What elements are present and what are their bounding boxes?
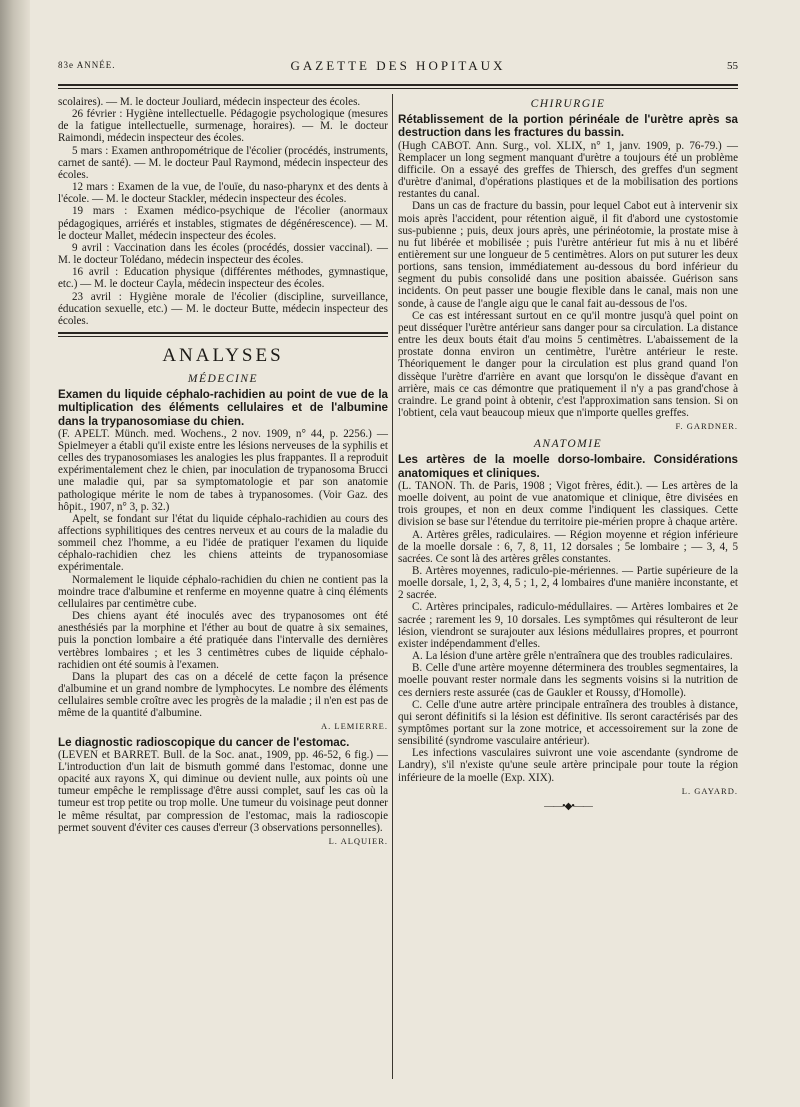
article-paragraph: (L. TANON. Th. de Paris, 1908 ; Vigot frères, édit.). — Les artères de la moelle doivent, au point de vue anatomique et clinique, être divisées en trois groupes, et non en deux comme l'indiquent les classiques. Cette division se base sur l'étendue du territoire pie-mérien propre à chaque artère. <box>398 479 738 529</box>
signature-text: F. GARDNER. <box>675 421 738 432</box>
article-paragraph: Ce cas est intéressant surtout en ce qu'il montre jusqu'à quel point on peut disséquer l'urètre antérieur sans danger pour sa circulation. La distance entre les deux bouts était d'au moins 5 centimètres. L'abaissement de la prostate donna environ un centimètre, l'urètre antérieur le reste. Théoriquement le danger pour la circulation est plus grand quand l'on dissèque l'urètre d'arrière en avant que lorsqu'on le dissèque d'avant en arrière, mais ce cas démontre que pratiquement il n'y a pas grand'chose à craindre. Le grand point à obtenir, c'est l'approximation sans tension. Si on l'obtient, cela vaut beaucoup mieux que n'importe quelles greffes. <box>398 309 738 419</box>
article-signature <box>398 420 738 432</box>
schedule-item: 5 mars : Examen anthropométrique de l'écolier (procédés, instruments, carnet de santé). — M. le docteur Paul Raymond, médecin inspecteur des écoles. <box>58 144 388 181</box>
article-title: Le diagnostic radioscopique du cancer de l'estomac. <box>58 735 350 749</box>
rubric-heading: ANATOMIE <box>533 438 603 451</box>
article-paragraph: B. Artères moyennes, radiculo-pie-mériennes. — Partie supérieure de la moelle dorsale, 1, 2, 3, 4, 5 ; 1, 2, 4 lombaires d'une manière inconstante, et 2 sacrée. <box>398 564 738 602</box>
article-paragraph: B. Celle d'une artère moyenne déterminera des troubles segmentaires, la moelle pouvant rester normale dans les segments voisins si la nutrition de ces derniers reste assurée (cas de Gaukler et Roussy, d'Homolle). <box>398 662 738 699</box>
schedule-item: 9 avril : Vaccination dans les écoles (procédés, dossier vaccinal). — M. le docteur Tolédano, médecin inspecteur des écoles. <box>58 241 388 267</box>
rubric-heading: MÉDECINE <box>187 372 259 385</box>
article-paragraph: (Hugh CABOT. Ann. Surg., vol. XLIX, n° 1, janv. 1909, p. 76-79.) — Remplacer un long segment manquant d'urètre a toujours été un problème difficile. On a essayé des greffes de Thiersch, des greffes d'un segment d'urètre d'animal, d'opérations plastiques et de la mobilisation des portions restantes du canal. <box>398 139 738 201</box>
journal-title: GAZETTE DES HOPITAUX <box>290 58 506 73</box>
volume-year: 83e ANNÉE. <box>58 60 116 70</box>
schedule-item: 19 mars : Examen médico-psychique de l'écolier (anormaux pédagogiques, arriérés et instables, stigmates de dégénérescence). — M. le docteur Mallet, médecin inspecteur des écoles. <box>58 205 388 242</box>
article-paragraph: C. Celle d'une autre artère principale entraînera des troubles à distance, qui seront définitifs si la lésion est définitive. Ils seront caractérisés par des symptômes portant sur la zone motrice, et accessoirement sur la zone de sensibilité (syndrome vasculaire antérieur). <box>398 698 738 748</box>
header-rule <box>58 84 738 86</box>
article-paragraph: Apelt, se fondant sur l'état du liquide céphalo-rachidien au cours des affections syphilitiques des centres nerveux et au cours de la maladie du sommeil chez l'homme, a eu l'idée de pratiquer l'examen du liquide céphalo-rachidien chez les chiens atteints de trypanosomiase expérimentale. <box>58 512 388 574</box>
schedule-item: 16 avril : Education physique (différentes méthodes, gymnastique, etc.) — M. le docteur Cayla, médecin inspecteur des écoles. <box>58 266 388 291</box>
schedule-item: scolaires). — M. le docteur Jouliard, médecin inspecteur des écoles. <box>58 96 361 108</box>
article-paragraph: A. Artères grêles, radiculaires. — Région moyenne et région inférieure de la moelle dorsale : 6, 7, 8, 11, 12 dorsales ; 5e lombaire ; — 3, 4, 5 sacrées. Ce sont là des artères grêles constantes. <box>398 528 738 565</box>
schedule-item: 12 mars : Examen de la vue, de l'ouïe, du naso-pharynx et des dents à l'école. — M. le docteur Stackler, médecin inspecteur des écoles. <box>58 181 388 206</box>
page-number: 55 <box>727 60 738 72</box>
end-ornament: ——•◆•—— <box>544 800 592 812</box>
article-paragraph: Normalement le liquide céphalo-rachidien du chien ne contient pas la moindre trace d'albumine et renferme en moyenne quatre à cinq éléments cellulaires par centimètre cube. <box>58 573 388 610</box>
article-paragraph: Des chiens ayant été inoculés avec des trypanosomes ont été anesthésiés par la morphine et l'éther au bout de quatre à six semaines, puis la ponction lombaire a été pratiquée dans l'intervalle des dernières vertèbres lombaires ; et les 3 centimètres cubes de liquide céphalo-rachidien ont été soumis à l'examen. <box>58 610 388 671</box>
page-header <box>58 58 738 80</box>
left-column <box>58 96 388 850</box>
section-rule <box>58 332 388 337</box>
rubric-heading: CHIRURGIE <box>530 98 606 110</box>
article-title: Examen du liquide céphalo-rachidien au point de vue de la multiplication des éléments cellulaires et de l'albumine dans la trypanosomiase du chien. <box>58 388 388 428</box>
article-paragraph: Dans la plupart des cas on a décelé de cette façon la présence d'albumine et un grand nombre de lymphocytes. Le nombre des éléments cellulaires semble croître avec les progrès de la maladie ; il n'en est pas de même de la quantité d'albumine. <box>58 670 388 720</box>
article-title: Rétablissement de la portion périnéale de l'urètre après sa destruction dans les fractures du bassin. <box>398 113 738 140</box>
column-divider <box>392 94 393 1079</box>
article-paragraph: Les infections vasculaires suivront une voie ascendante (syndrome de Landry), s'il n'existe qu'une seule artère principale pour toute la région inférieure de la moelle (Exp. XIX). <box>398 747 738 784</box>
article-signature <box>58 720 388 732</box>
section-heading: ANALYSES <box>162 344 284 366</box>
right-column <box>398 96 738 813</box>
header-rule-thin <box>58 88 738 89</box>
article-signature <box>398 785 738 797</box>
article-paragraph: C. Artères principales, radiculo-médullaires. — Artères lombaires et 2e sacrée ; rarement les 9, 10 dorsales. Les symptômes qui résulteront de leur lésion, viendront se surajouter aux lésions médullaires propres, et pourront exister indépendamment d'elles. <box>398 601 738 650</box>
article-paragraph: A. La lésion d'une artère grêle n'entraînera que des troubles radiculaires. <box>412 650 733 663</box>
signature-text: L. GAYARD. <box>681 785 738 796</box>
page-binding-shadow <box>0 0 30 1107</box>
signature-text: A. LEMIERRE. <box>320 721 388 732</box>
article-title: Les artères de la moelle dorso-lombaire. Considérations anatomiques et cliniques. <box>398 453 738 480</box>
article-signature <box>58 835 388 847</box>
schedule-item: 23 avril : Hygiène morale de l'écolier (discipline, surveillance, éducation sexuelle, etc.) — M. le docteur Butte, médecin inspecteur des écoles. <box>58 290 388 327</box>
article-paragraph: Dans un cas de fracture du bassin, pour lequel Cabot eut à intervenir six mois après l'accident, pour rétention aiguë, il fit d'abord une cystostomie sus-pubienne ; puis, deux jours après, une périnéotomie, la prostate mise à nu fut libérée et mobilisée ; puis l'urètre antérieur fut mis à nu et libéré entièrement sur une longueur de 5 centimètres. Alors on put suturer les deux portions, sans tension, immédiatement au-dessous du bord inférieur du segment du pubis consolidé dans une position abaissée. Guérison sans incidents. On peut passer une bougie flexible dans le canal, mais non une sonde, à cause de l'angle aigu que le canal fait au-dessous de l'os. <box>398 200 738 310</box>
article-paragraph: (F. APELT. Münch. med. Wochens., 2 nov. 1909, n° 44, p. 2256.) — Spielmeyer a établi qu'il existe entre les lésions nerveuses de la syphilis et celles des trypanosomiases les analogies les plus frappantes. Il a reproduit expérimentalement chez le chien, par inoculation de trypanosoma Brucci une maladie qui, par sa symptomatologie et par son anatomie pathologique mérite le nom de tabes à trypanosomes. (Voir Gaz. des hôpit., 1907, n° 3, p. 32.) <box>58 427 388 513</box>
article-paragraph: (LEVEN et BARRET. Bull. de la Soc. anat., 1909, pp. 46-52, 6 fig.) — L'introduction d'un lait de bismuth gommé dans l'estomac, donne une opacité aux rayons X, qui diminue ou devient nulle, aux points où une tumeur empêche le remplissage d'être aussi complet, sauf les cas où la tumeur est trop petite ou trop molle. Une tumeur du voisinage peut donner le même résultat, par compression de l'estomac, mais la radioscopie permet souvent d'éviter ces causes d'erreur (3 observations personnelles). <box>58 748 388 834</box>
schedule-item: 26 février : Hygiène intellectuelle. Pédagogie psychologique (mesures de la fatigue intellectuelle, surmenage, horaires). — M. le docteur Raimondi, médecin inspecteur des écoles. <box>58 108 388 145</box>
signature-text: L. ALQUIER. <box>328 835 388 846</box>
